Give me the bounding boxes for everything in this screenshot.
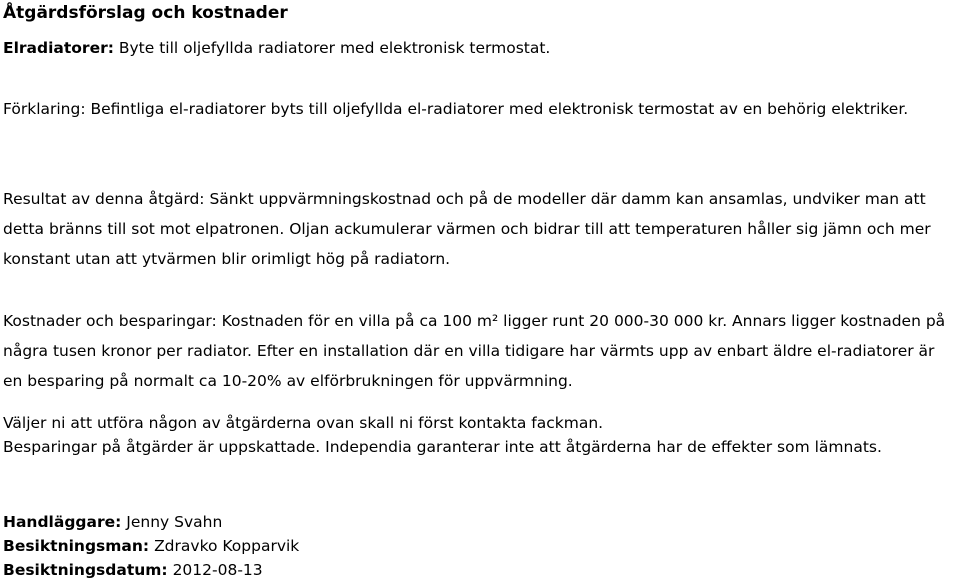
savings-disclaimer: Besparingar på åtgärder är uppskattade. Independia garanterar inte att åtgärderna har de effekter som lämnats. xyxy=(3,438,882,456)
measure-text: Byte till oljefyllda radiatorer med elektronisk termostat. xyxy=(113,39,551,57)
handler-line xyxy=(3,510,222,534)
measure-line xyxy=(3,33,951,63)
inspection-date-value: 2012-08-13 xyxy=(167,561,263,579)
measure-label: Elradiatorer: xyxy=(3,39,114,57)
inspection-date-label: Besiktningsdatum: xyxy=(3,561,168,579)
contact-note: Väljer ni att utföra någon av åtgärderna ovan skall ni först kontakta fackman. xyxy=(3,414,604,432)
inspector-line xyxy=(3,534,299,558)
page-title: Åtgärdsförslag och kostnader xyxy=(3,3,288,23)
handler-value: Jenny Svahn xyxy=(121,513,223,531)
inspector-value: Zdravko Kopparvik xyxy=(149,537,300,555)
explanation-paragraph: Förklaring: Befintliga el-radiatorer byts till oljefyllda el-radiatorer med elektronisk termostat av en behörig elektriker. xyxy=(3,100,909,118)
inspection-date-line xyxy=(3,558,263,582)
result-paragraph: Resultat av denna åtgärd: Sänkt uppvärmningskostnad och på de modeller där damm kan ansamlas, undviker man att detta bränns till sot mot elpatronen. Oljan ackumulerar värmen och bidrar till att temperaturen håller sig jämn och mer konstant utan att ytvärmen blir orimligt hög på radiatorn. xyxy=(3,190,931,268)
costs-paragraph: Kostnader och besparingar: Kostnaden för en villa på ca 100 m² ligger runt 20 000-30 000 kr. Annars ligger kostnaden på några tusen kronor per radiator. Efter en installation där en villa tidigare har värmts upp av enbart äldre el-radiatorer är en besparing på normalt ca 10-20% av elförbrukningen för uppvärmning. xyxy=(3,312,946,390)
inspector-label: Besiktningsman: xyxy=(3,537,150,555)
handler-label: Handläggare: xyxy=(3,513,122,531)
